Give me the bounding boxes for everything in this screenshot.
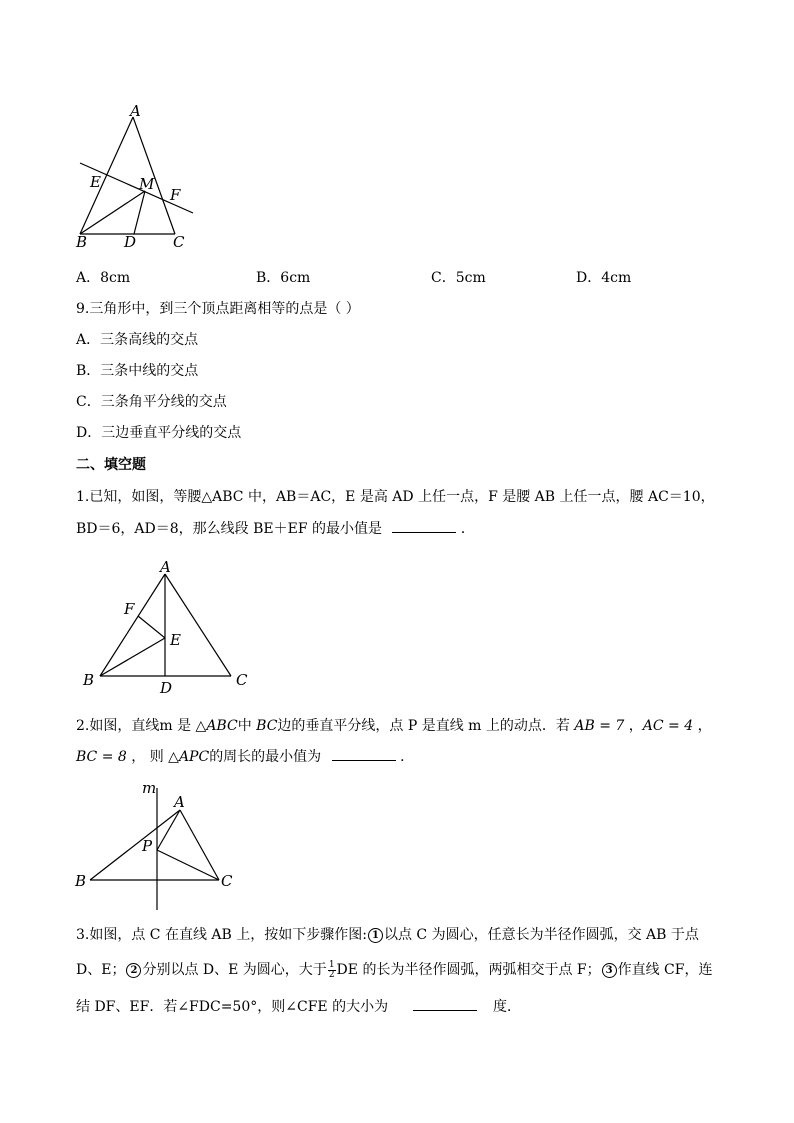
q2-text-2: 中 [237,718,257,734]
q9-option-b[interactable]: B．三条中线的交点 [76,363,199,379]
q2-apc: APC [178,749,210,765]
q2-text-4: ， 则 △ [126,749,179,765]
q3-text-2: 以点 C 为圆心，任意长为半径作圆弧，交 AB 于点 [383,927,699,943]
label-b: B [75,872,87,890]
q2-answer-blank[interactable] [332,746,396,761]
q2-sep-2: ， [693,718,712,734]
q8-option-c[interactable]: C．5cm [431,270,486,286]
label-c: C [221,872,233,890]
q3-text-5: DE 的长为半径作圆弧，两弧相交于点 F； [336,962,601,978]
label-m: m [142,779,157,797]
q9-option-c[interactable]: C．三条角平分线的交点 [76,394,227,410]
q8-option-a[interactable]: A．8cm [76,270,131,286]
step-one-icon: 1 [368,928,383,943]
step-three-icon: 3 [602,963,617,978]
label-a: A [160,558,171,576]
label-c: C [173,233,185,251]
label-f: F [124,600,135,618]
q2-text-1: 2.如图，直线m 是 △ [76,718,207,734]
q2-bc-eq: BC = 8 [76,749,127,765]
label-b: B [83,671,95,689]
q3-text-4: 分别以点 D、E 为圆心，大于 [142,962,327,978]
figure-perpendicular-bisector [72,780,247,915]
label-d: D [160,679,173,697]
fraction-denominator: 2 [328,969,335,980]
q2-abc: ABC [206,718,238,734]
label-b: B [76,233,88,251]
q3-text-6: 作直线 CF，连 [617,962,713,978]
q1-answer-blank[interactable] [392,518,456,533]
q3-line2 [76,960,713,980]
label-p: P [142,837,153,855]
label-f: F [170,186,181,204]
q3-text-8: 度． [492,999,521,1015]
label-e: E [90,173,101,191]
step-two-icon: 2 [126,963,141,978]
q3-text-7: 结 DF、EF．若∠FDC=50°，则∠CFE 的大小为 [76,999,389,1015]
label-m: M [139,175,155,193]
q2-bc: BC [256,718,278,734]
q8-option-b[interactable]: B．6cm [256,270,311,286]
q3-text-3: D、E； [76,962,126,978]
q1-line1: 1.已知，如图，等腰△ABC 中，AB＝AC，E 是高 AD 上任一点，F 是腰 AB 上任一点，腰 AC＝10， [76,489,715,505]
section-title: 二、填空题 [76,457,146,473]
q9-stem: 9.三角形中，到三个顶点距离相等的点是（ ） [76,301,360,317]
label-c: C [236,671,248,689]
q2-end: ． [400,749,415,765]
q2-text-3: 边的垂直平分线，点 P 是直线 m 上的动点．若 [277,718,575,734]
q2-line1 [76,716,712,736]
label-d: D [124,233,137,251]
q8-option-d[interactable]: D．4cm [576,270,632,286]
q3-text-1: 3.如图，点 C 在直线 AB 上，按如下步骤作图: [76,927,367,943]
fraction-half [328,961,336,980]
q1-end: ． [460,521,475,537]
q2-ab-eq: AB = 7 [574,718,625,734]
q1-line2 [76,518,475,539]
q2-line2 [76,746,414,767]
q2-sep-1: ， [624,718,643,734]
q3-line3 [76,996,521,1017]
q2-ac-eq: AC = 4 [642,718,694,734]
q3-line1 [76,925,699,945]
label-a: A [130,102,141,120]
q9-option-a[interactable]: A．三条高线的交点 [76,332,199,348]
figure-triangle-transversal [60,100,210,255]
q3-answer-blank[interactable] [413,996,477,1011]
fraction-numerator: 1 [328,959,335,970]
q2-text-5: 的周长的最小值为 [209,749,322,765]
figure-isosceles-altitude [78,556,258,696]
q9-option-d[interactable]: D．三边垂直平分线的交点 [76,425,242,441]
q1-text: BD＝6，AD＝8，那么线段 BE＋EF 的最小值是 [76,521,383,537]
label-a: A [174,793,185,811]
label-e: E [170,631,181,649]
